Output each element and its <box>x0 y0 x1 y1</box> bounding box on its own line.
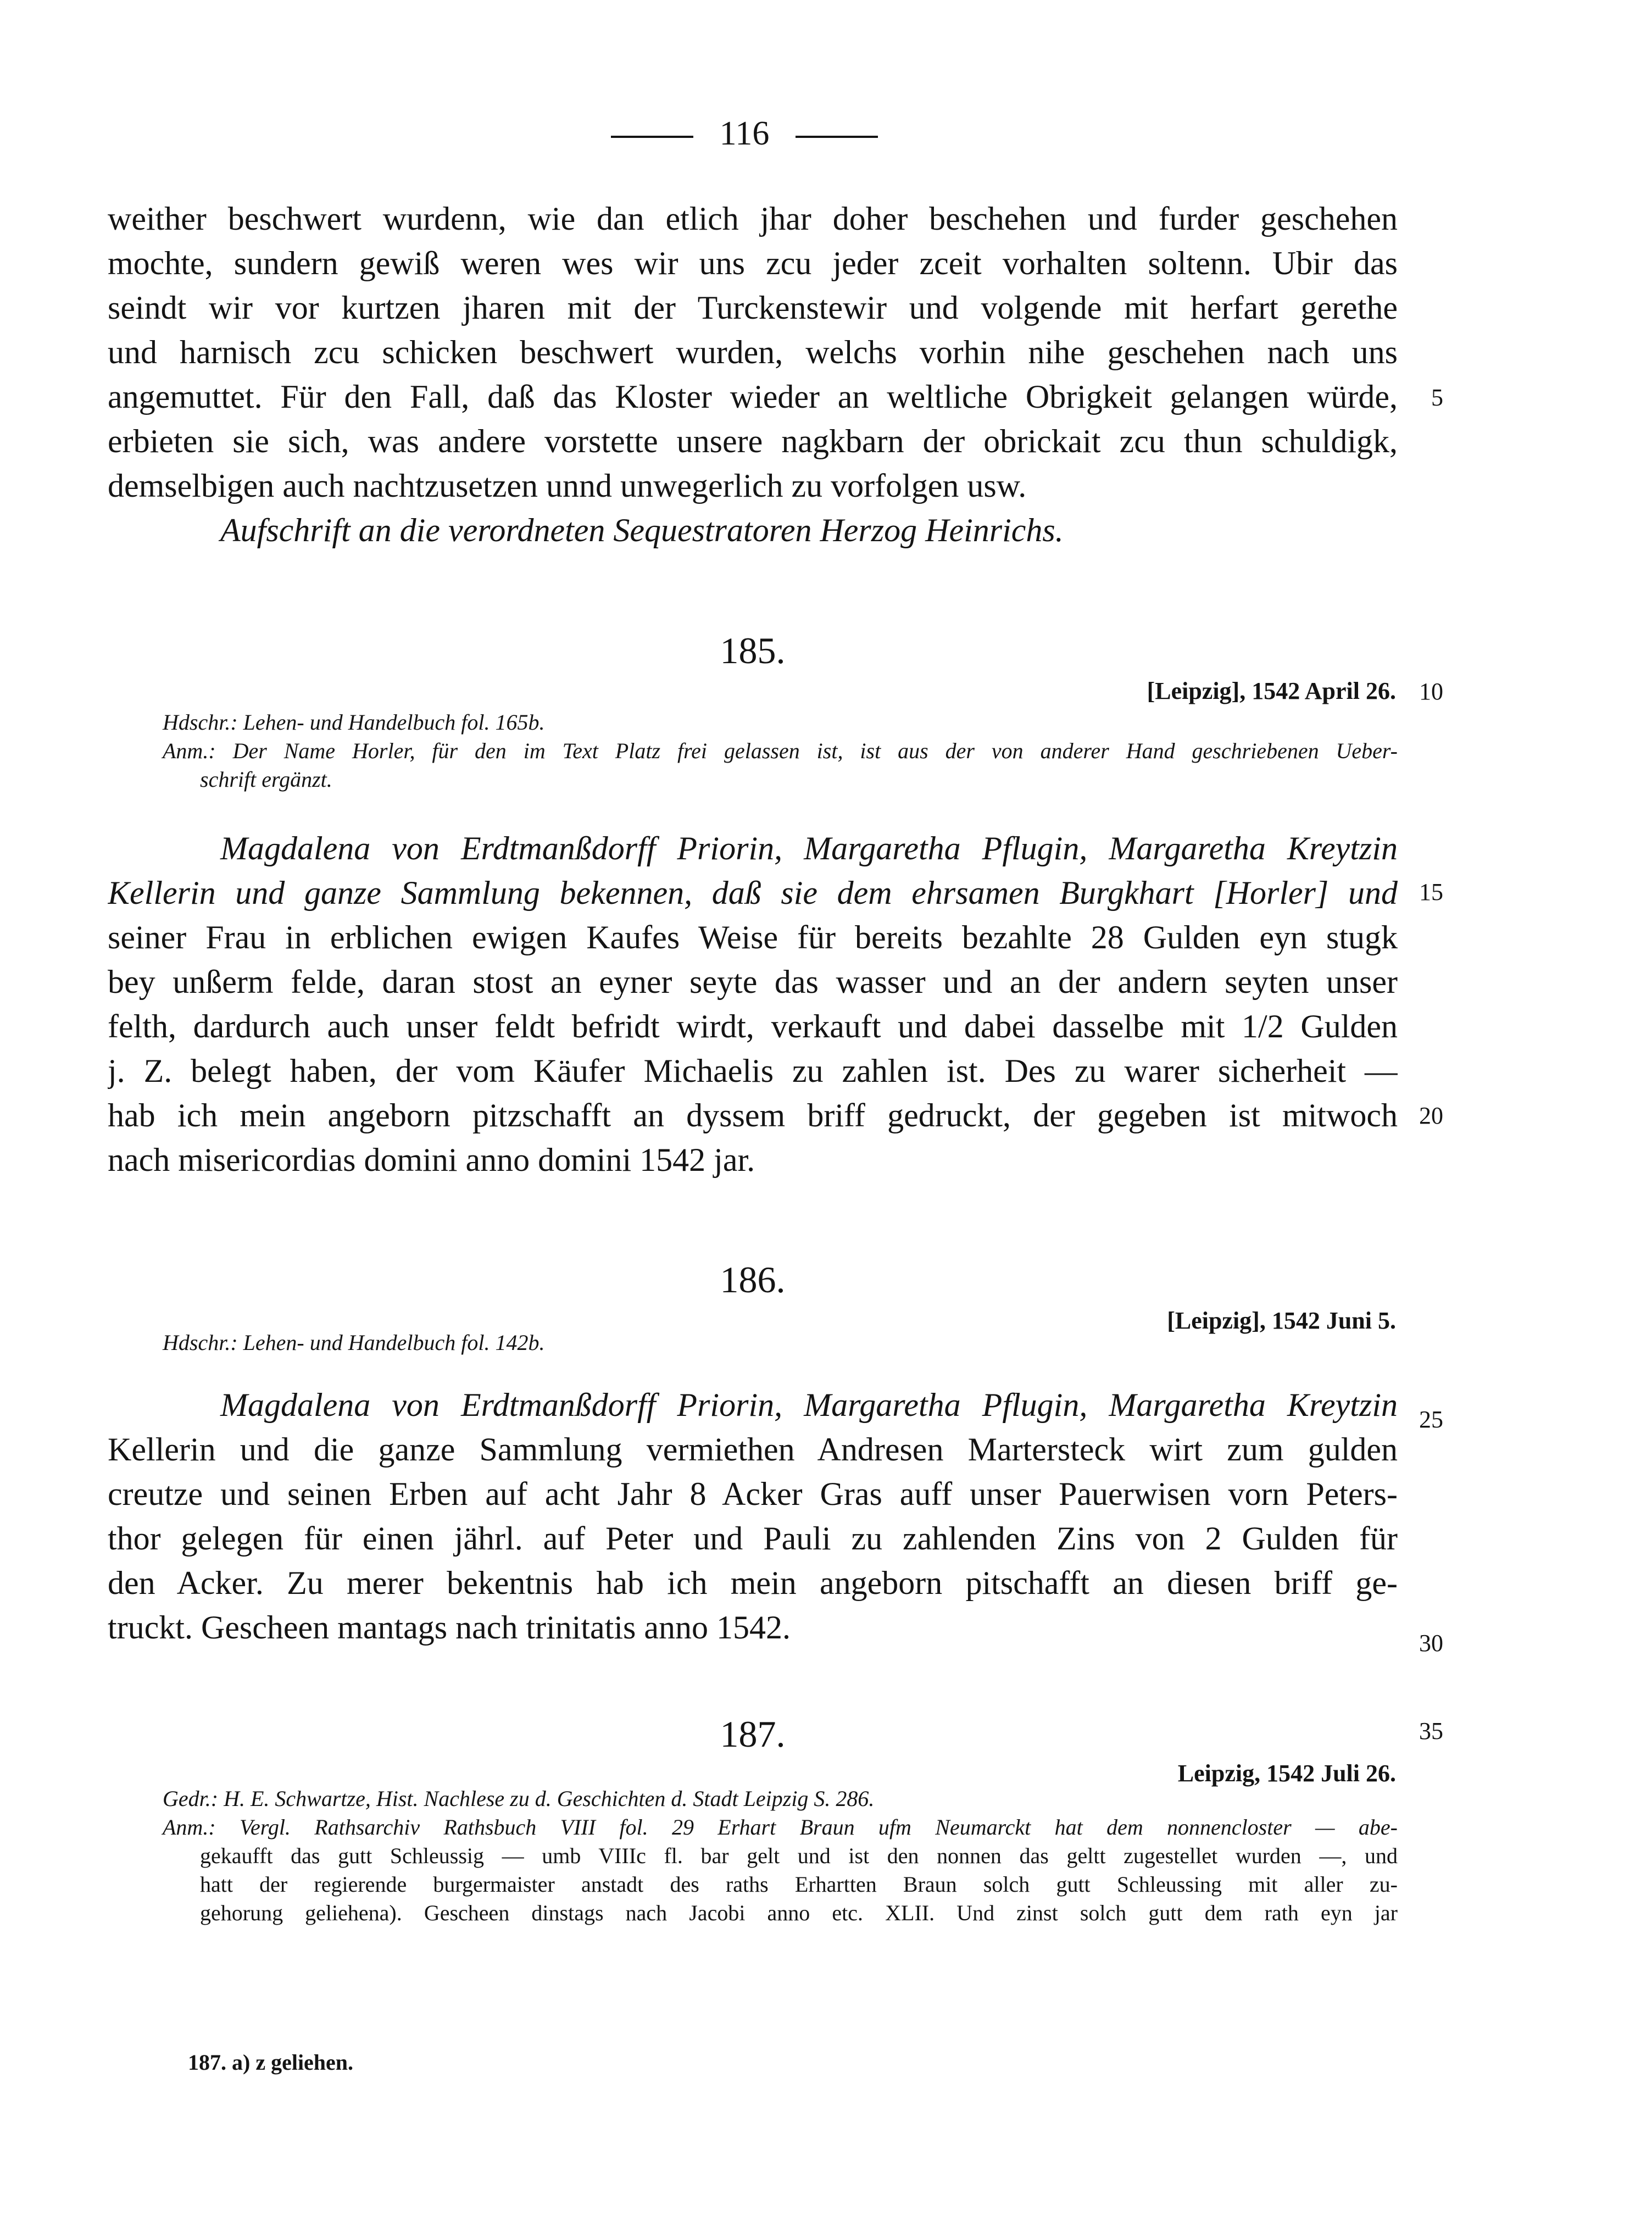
text-line: hab ich mein angeborn pitzschafft an dyssem briff gedruckt, der gegeben ist mitwoch <box>108 1097 1398 1133</box>
header-rule-left <box>611 136 693 138</box>
document-number-185: 185. <box>720 630 786 671</box>
document-date-187: Leipzig, 1542 Juli 26. <box>1177 1760 1396 1787</box>
text-line: weither beschwert wurdenn, wie dan etlich jhar doher beschehen und furder geschehen <box>108 201 1398 237</box>
print-source-note: Gedr.: H. E. Schwartze, Hist. Nachlese zu d. Geschichten d. Stadt Leipzig S. 286. <box>163 1786 875 1811</box>
line-number: 20 <box>1419 1102 1443 1129</box>
text-line: nach misericordias domini anno domini 1542 jar. <box>108 1142 755 1178</box>
text-line: erbieten sie sich, was andere vorstette unsere nagkbarn der obrickait zcu thun schuldigk, <box>108 423 1398 459</box>
notes-186 <box>108 1329 1398 1357</box>
notes-187 <box>108 1785 1398 1927</box>
annotation-note-continued: hatt der regierende burgermaister anstadt des raths Erhartten Braun solch gutt Schleussing mit aller zu- <box>200 1872 1398 1897</box>
text-line: Magdalena von Erdtmanßdorff Priorin, Margaretha Pflugin, Margaretha Kreytzin <box>220 830 1398 866</box>
text-line: seiner Frau in erblichen ewigen Kaufes Weise für bereits bezahlte 28 Gulden eyn stugk <box>108 919 1398 955</box>
text-185 <box>108 826 1398 1182</box>
text-line: und harnisch zcu schicken beschwert wurden, welchs vorhin nihe geschehen nach uns <box>108 334 1398 370</box>
text-line: mochte, sundern gewiß weren wes wir uns zcu jeder zceit vorhalten soltenn. Ubir das <box>108 245 1398 281</box>
text-line: angemuttet. Für den Fall, daß das Kloster wieder an weltliche Obrigkeit gelangen würde, <box>108 379 1398 415</box>
line-number: 5 <box>1431 384 1443 411</box>
address-line: Aufschrift an die verordneten Sequestratoren Herzog Heinrichs. <box>220 512 1064 548</box>
document-date-186: [Leipzig], 1542 Juni 5. <box>1167 1307 1396 1334</box>
text-line: creutze und seinen Erben auf acht Jahr 8 Acker Gras auff unser Pauerwisen vorn Peters- <box>108 1476 1398 1512</box>
document-number-186: 186. <box>720 1259 786 1301</box>
line-number: 35 <box>1419 1718 1443 1744</box>
annotation-note: Anm.: Der Name Horler, für den im Text Platz frei gelassen ist, ist aus der von anderer Hand geschriebenen Ueber- <box>163 738 1398 763</box>
text-line: seindt wir vor kurtzen jharen mit der Turckenstewir und volgende mit herfart gerethe <box>108 290 1398 326</box>
text-line: Kellerin und ganze Sammlung bekennen, daß sie dem ehrsamen Burgkhart [Horler] und <box>108 875 1398 911</box>
page-header <box>0 114 1489 153</box>
line-number: 30 <box>1419 1630 1443 1657</box>
text-186 <box>108 1383 1398 1650</box>
text-line: den Acker. Zu merer bekentnis hab ich mein angeborn pitschafft an diesen briff ge- <box>108 1565 1398 1601</box>
text-line: thor gelegen für einen jährl. auf Peter und Pauli zu zahlenden Zins von 2 Gulden für <box>108 1520 1398 1557</box>
line-number: 15 <box>1419 879 1443 905</box>
line-number: 25 <box>1419 1406 1443 1433</box>
text-line: bey unßerm felde, daran stost an eyner seyte das wasser und an der andern seyten unser <box>108 964 1398 1000</box>
page-number: 116 <box>719 115 770 152</box>
text-line: felth, dardurch auch unser feldt befridt wirdt, verkauft und dabei dasselbe mit 1/2 Gulden <box>108 1008 1398 1044</box>
source-note: Hdschr.: Lehen- und Handelbuch fol. 165b. <box>163 710 545 735</box>
annotation-note-continued: gekaufft das gutt Schleussig — umb VIIIc fl. bar gelt und ist den nonnen das geltt zugestellet wurden —, und <box>200 1843 1398 1868</box>
intro-paragraph <box>108 197 1398 553</box>
footnote: 187. a) z geliehen. <box>188 2050 354 2075</box>
document-number-187: 187. <box>720 1713 786 1755</box>
line-number: 10 <box>1419 678 1443 705</box>
notes-185 <box>108 708 1398 794</box>
text-line: Kellerin und die ganze Sammlung vermiethen Andresen Martersteck wirt zum gulden <box>108 1431 1398 1468</box>
document-date-185: [Leipzig], 1542 April 26. <box>1147 677 1396 704</box>
annotation-note-continued: schrift ergänzt. <box>200 767 332 792</box>
annotation-note: Anm.: Vergl. Rathsarchiv Rathsbuch VIII fol. 29 Erhart Braun ufm Neumarckt hat dem nonnencloster — abe- <box>163 1815 1398 1840</box>
text-line: truckt. Gescheen mantags nach trinitatis anno 1542. <box>108 1609 791 1646</box>
text-line: Magdalena von Erdtmanßdorff Priorin, Margaretha Pflugin, Margaretha Kreytzin <box>220 1387 1398 1423</box>
text-line: j. Z. belegt haben, der vom Käufer Michaelis zu zahlen ist. Des zu warer sicherheit — <box>108 1053 1398 1089</box>
annotation-note-continued: gehorung geliehena). Gescheen dinstags nach Jacobi anno etc. XLII. Und zinst solch gutt dem rath eyn jar <box>200 1900 1398 1925</box>
text-line: demselbigen auch nachtzusetzen unnd unwegerlich zu vorfolgen usw. <box>108 468 1027 504</box>
header-rule-right <box>796 136 878 138</box>
source-note: Hdschr.: Lehen- und Handelbuch fol. 142b. <box>163 1330 545 1355</box>
